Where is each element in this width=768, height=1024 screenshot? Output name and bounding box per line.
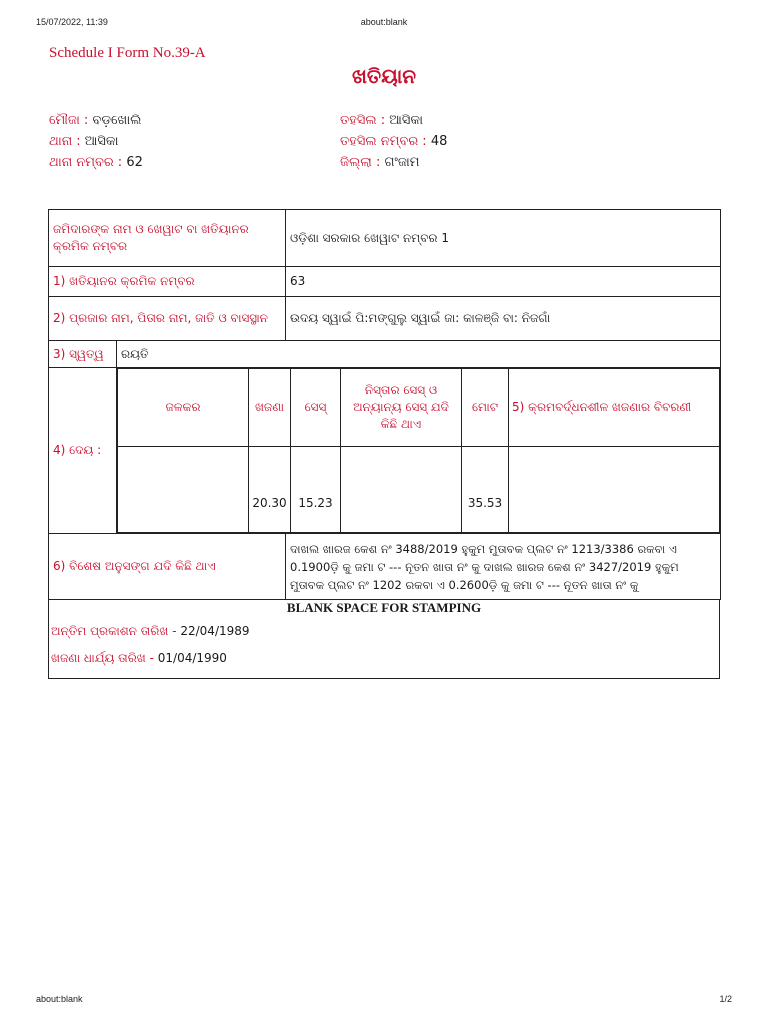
dues-value-progressive-rent [509, 447, 720, 533]
table-row [49, 534, 721, 600]
table-row [49, 210, 721, 267]
dues-value-water-tax [118, 447, 249, 533]
meta-value: ଆସିକା [84, 134, 119, 149]
print-footer [36, 994, 732, 1008]
meta-label: ଥାନା : [49, 134, 81, 149]
stamp-box [48, 599, 720, 679]
meta-thana [49, 131, 143, 152]
dues-value-total: 35.53 [462, 447, 509, 533]
rent-fixation-label: ଖଜଣା ଧାର୍ଯ୍ୟ ତାରିଖ - [51, 651, 154, 665]
dues-header-water-tax: ଜଳକର [118, 369, 249, 447]
table-row [49, 297, 721, 341]
dues-value-other-cess [341, 447, 462, 533]
meta-label: ତହସିଲ : [340, 113, 386, 128]
right-label: 3) ସ୍ୱତ୍ୱ [49, 341, 117, 368]
landlord-label: ଜମିଦାରଙ୍କ ନାମ ଓ ଖେୱାଟ ବା ଖତିୟାନର କ୍ରମିକ ନମ୍ବର [49, 210, 286, 267]
meta-value: 62 [126, 155, 143, 170]
final-publication-date: 22/04/1989 [180, 624, 250, 638]
meta-tahasil-number [340, 131, 447, 152]
document-title: ଖତିୟାନ [351, 64, 417, 88]
special-label: 6) ବିଶେଷ ଅନୁସଙ୍ଗ ଯଦି କିଛି ଥାଏ [49, 534, 286, 600]
special-value: ଦାଖଲ ଖାରଜ କେଶ ନଂ 3488/2019 ହୁକୁମ ମୁତାବକ ପ୍ଲଟ ନଂ 1213/3386 ରକବା ଏ 0.1900ଡ଼ି କୁ ଜମା ଟ --- ନୂତନ ଖାତା ନଂ କୁ ଦାଖଲ ଖାରଜ କେଶ ନଂ 3427/2019 ହୁକୁମ ମୁତାବକ ପ୍ଲଟ ନଂ 1202 ରକବା ଏ 0.2600ଡ଼ି କୁ ଜମା ଟ --- ନୂତନ ଖାତା ନଂ କୁ [286, 534, 721, 600]
final-publication-label: ଅନ୍ତିମ ପ୍ରକାଶନ ତାରିଖ - [51, 624, 177, 638]
landlord-value: ଓଡ଼ିଶା ସରକାର ଖେୱାଟ ନମ୍ବର 1 [286, 210, 721, 267]
meta-right [340, 110, 447, 173]
print-datetime: 15/07/2022, 11:39 [36, 17, 108, 27]
dues-cell [117, 368, 721, 534]
rent-fixation-date: 01/04/1990 [157, 651, 227, 665]
print-url: about:blank [360, 17, 408, 27]
dues-value-row [118, 447, 720, 533]
dues-value-rent: 20.30 [249, 447, 291, 533]
dues-header-row [118, 369, 720, 447]
dues-value-cess: 15.23 [291, 447, 341, 533]
meta-value: ବଡ଼ଖୋଲି [92, 113, 142, 128]
meta-left [49, 110, 143, 173]
meta-value: ଗଂଜାମ [384, 155, 420, 170]
meta-tahasil [340, 110, 447, 131]
meta-value: ଆସିକା [389, 113, 423, 128]
khatiyan-number-value: 63 [286, 267, 721, 297]
right-value: ରୟତି [117, 341, 721, 368]
final-publication-line [49, 624, 719, 639]
rent-fixation-line [49, 651, 719, 666]
dues-header-total: ମୋଟ [462, 369, 509, 447]
dues-header-cess: ସେସ୍ [291, 369, 341, 447]
meta-label: ମୌଜା : [49, 113, 89, 128]
meta-value: 48 [430, 134, 448, 149]
khatiyan-number-label: 1) ଖତିୟାନର କ୍ରମିକ ନମ୍ବର [49, 267, 286, 297]
form-number: Schedule I Form No.39-A [49, 45, 206, 61]
meta-thana-number [49, 152, 143, 173]
meta-label: ତହସିଲ ନମ୍ବର : [340, 134, 427, 149]
meta-mouza [49, 110, 143, 131]
print-header [36, 17, 732, 31]
table-row [49, 368, 721, 534]
dues-header-other-cess: ନିସ୍ତାର ସେସ୍ ଓ ଅନ୍ୟାନ୍ୟ ସେସ୍ ଯଦି କିଛି ଥାଏ [341, 369, 462, 447]
tenant-value: ଉଦୟ ସ୍ୱାଇଁ ପି:ମଙ୍ଗୁଲୁ ସ୍ୱାଇଁ ଜା: କାଳଞ୍ଜି ବା: ନିଜଗାଁ [286, 297, 721, 341]
meta-label: ଜିଲ୍ଲା : [340, 155, 381, 170]
table-row [49, 341, 721, 368]
meta-district [340, 152, 447, 173]
dues-header-rent: ଖଜଣା [249, 369, 291, 447]
page-count: 1/2 [719, 994, 732, 1004]
dues-label: 4) ଦେୟ : [49, 368, 117, 534]
table-row [49, 267, 721, 297]
tenant-label: 2) ପ୍ରଜାର ନାମ, ପିତାର ନାମ, ଜାତି ଓ ବାସସ୍ଥାନ [49, 297, 286, 341]
dues-table [117, 368, 720, 533]
footer-url: about:blank [36, 994, 83, 1004]
stamp-title: BLANK SPACE FOR STAMPING [286, 600, 482, 615]
meta-label: ଥାନା ନମ୍ବର : [49, 155, 123, 170]
khatiyan-table [48, 209, 721, 600]
dues-header-progressive-rent: 5) କ୍ରମବର୍ଦ୍ଧନଶୀଳ ଖଜଣାର ବିବରଣୀ [509, 369, 720, 447]
